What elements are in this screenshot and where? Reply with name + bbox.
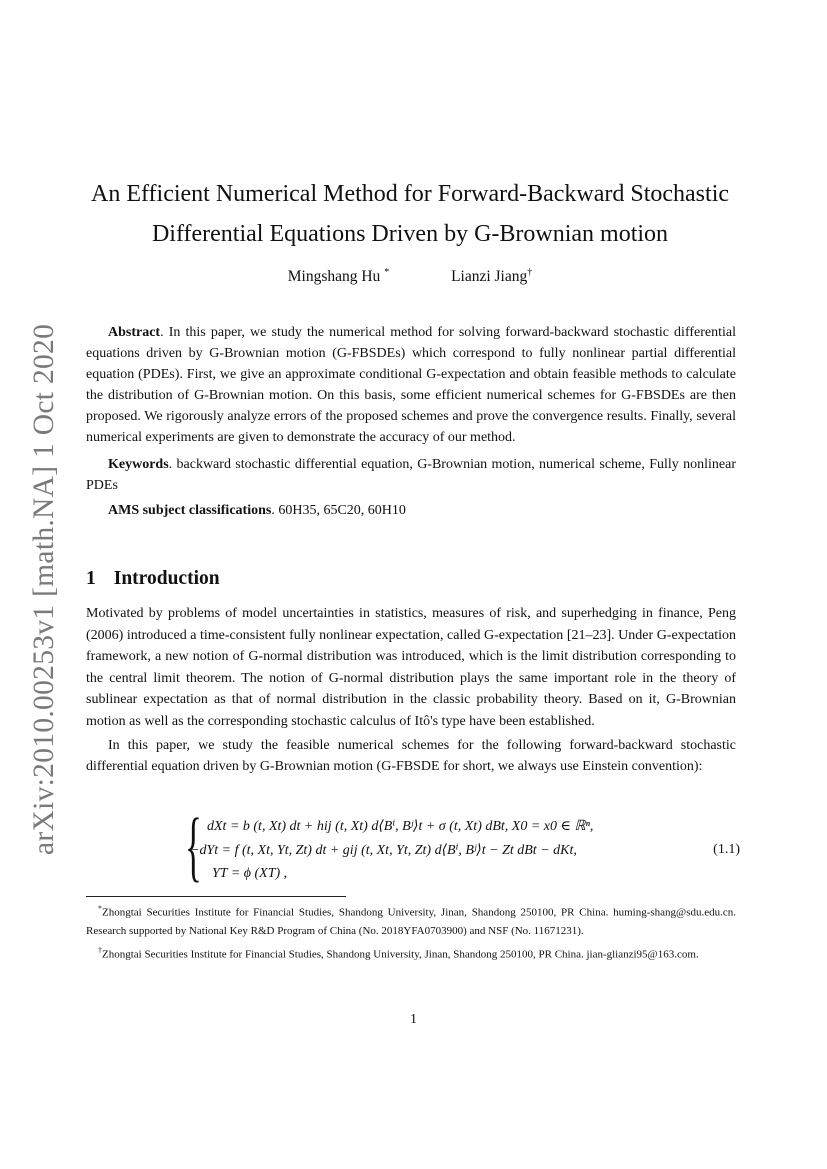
keywords-text: . backward stochastic differential equation, G-Brownian motion, numerical scheme, Fully nonlinear PDEs [86, 457, 736, 493]
ams-classifications [86, 500, 736, 521]
equation-line-3: YT = ϕ (XT) , [212, 866, 288, 881]
author-1-mark: * [384, 266, 390, 278]
body-paragraph-2: In this paper, we study the feasible numerical schemes for the following forward-backward stochastic differential equation driven by G-Brownian motion (G-FBSDE for short, we always use Einstein convention): [86, 737, 736, 775]
footnote-2-text: Zhongtai Securities Institute for Financial Studies, Shandong University, Jinan, Shandong 250100, PR China. jian-glianzi95@163.com. [102, 948, 699, 961]
section-heading [86, 568, 220, 590]
abstract-block [86, 322, 736, 521]
equation-line-2: −dYt = f (t, Xt, Yt, Zt) dt + gij (t, Xt, Yt, Zt) d⟨Bⁱ, Bʲ⟩t − Zt dBt − dKt, [190, 843, 577, 858]
title-line-2: Differential Equations Driven by G-Brownian motion [151, 221, 669, 247]
authors [80, 268, 740, 286]
footnote-1-text: Zhongtai Securities Institute for Financial Studies, Shandong University, Jinan, Shandong 250100, PR China. huming-shang@sdu.edu.cn. Research supported by National Key R&D Program of China (No. 2018YFA0703900) and NSF (No. 11671231). [86, 906, 736, 937]
footnotes [86, 900, 736, 965]
abstract-text: . In this paper, we study the numerical method for solving forward-backward stochastic differential equations driven by G-Brownian motion (G-FBSDEs) which correspond to fully nonlinear partial differential equation (PDEs). First, we give an approximate conditional G-expectation and obtain feasible methods to calculate the distribution of G-Brownian motion. On this basis, some efficient numerical schemes for G-FBSDEs are then proposed. We rigorously analyze errors of the proposed schemes and prove the convergence results. Finally, several numerical experiments are given to demonstrate the accuracy of our method. [86, 325, 736, 445]
author-1-name: Mingshang Hu [287, 268, 381, 285]
equation-1-1 [185, 802, 740, 889]
equation-line-1: dXt = b (t, Xt) dt + hij (t, Xt) d⟨Bⁱ, Bʲ⟩t + σ (t, Xt) dBt, X0 = x0 ∈ ℝⁿ, [207, 819, 594, 834]
ams-text: . 60H35, 65C20, 60H10 [271, 503, 406, 518]
abstract [86, 322, 736, 448]
arxiv-stamp [22, 323, 62, 855]
footnote-rule [86, 896, 346, 897]
footnote-2-mark: † [98, 945, 102, 955]
section-title: Introduction [113, 568, 220, 589]
equation-number: (1.1) [713, 842, 740, 857]
keywords-label: Keywords [108, 457, 169, 472]
paper-title [80, 174, 740, 254]
footnote-1 [86, 900, 736, 940]
ams-label: AMS subject classifications [108, 503, 272, 518]
abstract-label: Abstract [108, 325, 161, 340]
title-line-1: An Efficient Numerical Method for Forward-Backward Stochastic [90, 181, 730, 207]
footnote-1-mark: * [98, 904, 102, 913]
author-2-mark: † [527, 266, 533, 278]
page-number: 1 [410, 1012, 417, 1027]
body-paragraph-1: Motivated by problems of model uncertainties in statistics, measures of risk, and superhedging in finance, Peng (2006) introduced a time-consistent fully nonlinear expectation, called G-expectation [21–23]. Under G-expectation framework, a new notion of G-normal distribution was introduced, which is the limit distribution corresponding to the central limit theorem. The notion of G-normal distribution plays the same important role in the theory of sublinear expectation as that of normal distribution in the classic probability theory. Based on it, G-Brownian motion as well as the corresponding stochastic calculus of Itô's type have been established. [86, 606, 736, 729]
keywords [86, 454, 736, 496]
footnote-2 [86, 942, 736, 964]
section-number: 1 [86, 568, 96, 589]
author-2-name: Lianzi Jiang [451, 268, 528, 285]
section-body [86, 603, 736, 778]
equation-brace: { [185, 802, 202, 889]
arxiv-id: arXiv:2010.00253v1 [math.NA] 1 Oct 2020 [28, 323, 60, 855]
author-1 [288, 268, 389, 285]
author-2 [451, 268, 532, 285]
